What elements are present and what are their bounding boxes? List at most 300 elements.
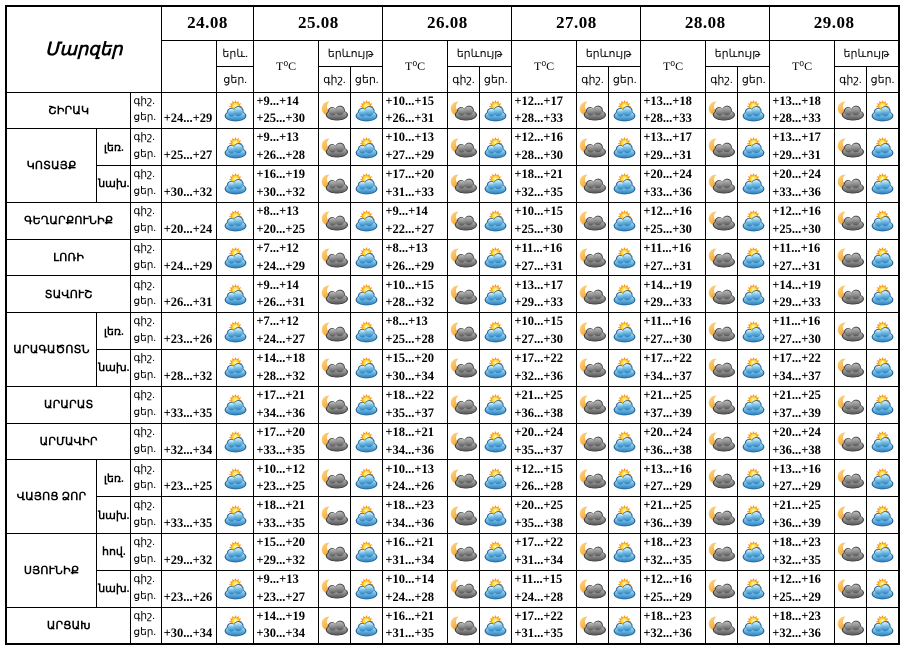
phenomenon-abbr-header: երև. [217, 40, 254, 66]
sun-cloud-icon [609, 430, 640, 453]
night-phenomenon-cell [318, 607, 350, 644]
moon-cloud-icon [706, 356, 737, 379]
day-phenomenon-cell [867, 129, 899, 166]
phenomenon-header: երևույթ [576, 40, 641, 66]
sun-cloud-icon [220, 577, 251, 600]
moon-cloud-icon [448, 209, 479, 232]
moon-cloud-icon [319, 430, 350, 453]
night-phenomenon-cell [318, 423, 350, 460]
sun-cloud-icon [351, 540, 382, 563]
day-phenomenon-cell [351, 607, 383, 644]
temp-range: +18...+23 +32...+35 [770, 534, 834, 571]
day-phenomenon-cell [609, 423, 641, 460]
day-phenomenon-cell [351, 460, 383, 497]
moon-cloud-icon [319, 246, 350, 269]
temp-header: T⁰C [641, 40, 705, 92]
night-phenomenon-cell [834, 497, 866, 534]
day-phenomenon-cell [217, 276, 254, 313]
forecast-row [6, 239, 899, 276]
night-phenomenon-cell [705, 276, 737, 313]
sun-cloud-icon [220, 209, 251, 232]
region-name: ԱՐԱԳԱԾՈՏՆ [6, 313, 97, 387]
sun-cloud-icon [351, 99, 382, 122]
night-phenomenon-cell [447, 386, 479, 423]
temp-range: +14...+19 +29...+33 [641, 276, 705, 313]
night-phenomenon-cell [834, 276, 866, 313]
night-day-labels: գիշ. ցեր. [131, 276, 161, 313]
temp-range: +11...+16 +27...+31 [641, 239, 705, 276]
day-phenomenon-cell [217, 534, 254, 571]
night-phenomenon-cell [834, 202, 866, 239]
sun-cloud-icon [351, 172, 382, 195]
night-day-labels: գիշ. ցեր. [131, 350, 161, 387]
sun-cloud-icon [738, 283, 769, 306]
night-phenomenon-cell [705, 607, 737, 644]
day-phenomenon-cell [351, 313, 383, 350]
sun-cloud-icon [480, 320, 511, 343]
moon-cloud-icon [577, 504, 608, 527]
temp-range: +17...+21 +34...+36 [254, 386, 318, 423]
moon-cloud-icon [706, 577, 737, 600]
sun-cloud-icon [480, 136, 511, 159]
moon-cloud-icon [835, 467, 866, 490]
region-zone-label: լեռ. [97, 313, 131, 350]
temp-range: +12...+16 +25...+29 [641, 570, 705, 607]
moon-cloud-icon [706, 504, 737, 527]
moon-cloud-icon [835, 99, 866, 122]
moon-cloud-icon [319, 504, 350, 527]
sun-cloud-icon [867, 393, 898, 416]
night-phenomenon-cell [576, 423, 608, 460]
night-phenomenon-cell [576, 607, 608, 644]
night-phenomenon-cell [318, 239, 350, 276]
temp-day1: +26...+31 [161, 276, 216, 313]
temp-range: +21...+25 +36...+39 [770, 497, 834, 534]
night-day-labels: գիշ. ցեր. [131, 534, 161, 571]
phenomenon-header: երևույթ [447, 40, 512, 66]
day-phenomenon-cell [480, 534, 512, 571]
day-phenomenon-cell [351, 129, 383, 166]
sun-cloud-icon [480, 356, 511, 379]
temp-range: +17...+22 +31...+35 [512, 607, 576, 644]
day-phenomenon-cell [609, 386, 641, 423]
night-day-labels: գիշ. ցեր. [131, 202, 161, 239]
day-phenomenon-cell [217, 570, 254, 607]
day-phenomenon-cell [217, 423, 254, 460]
day-phenomenon-cell [867, 166, 899, 203]
temp-day1: +33...+35 [161, 386, 216, 423]
day-phenomenon-cell [867, 313, 899, 350]
region-zone-label: նախ. [97, 166, 131, 203]
temp-range: +11...+16 +27...+30 [770, 313, 834, 350]
night-phenomenon-cell [447, 497, 479, 534]
night-day-labels: գիշ. ցեր. [131, 607, 161, 644]
day-phenomenon-cell [867, 607, 899, 644]
temp-day1: +29...+32 [161, 534, 216, 571]
sun-cloud-icon [738, 99, 769, 122]
temp-range: +21...+25 +37...+39 [770, 386, 834, 423]
moon-cloud-icon [835, 320, 866, 343]
day-phenomenon-cell [480, 570, 512, 607]
day-phenomenon-cell [867, 92, 899, 129]
temp-range: +14...+19 +29...+33 [770, 276, 834, 313]
region-name: ՏԱՎՈՒՇ [6, 276, 131, 313]
sun-cloud-icon [738, 614, 769, 637]
moon-cloud-icon [577, 136, 608, 159]
day-phenomenon-cell [867, 350, 899, 387]
region-name: ԱՐՄԱՎԻՐ [6, 423, 131, 460]
night-phenomenon-cell [447, 276, 479, 313]
night-subheader: գիշ. [576, 66, 608, 92]
sun-cloud-icon [480, 99, 511, 122]
temp-range: +21...+25 +37...+39 [641, 386, 705, 423]
temp-range: +13...+17 +29...+31 [770, 129, 834, 166]
temp-day1: +23...+26 [161, 313, 216, 350]
night-phenomenon-cell [318, 534, 350, 571]
temp-range: +18...+21 +34...+36 [383, 423, 447, 460]
sun-cloud-icon [220, 283, 251, 306]
day-phenomenon-cell [480, 423, 512, 460]
moon-cloud-icon [319, 577, 350, 600]
day-phenomenon-cell [480, 166, 512, 203]
forecast-row [6, 386, 899, 423]
temp-range: +15...+20 +30...+34 [383, 350, 447, 387]
moon-cloud-icon [706, 246, 737, 269]
day-subheader: ցեր. [609, 66, 641, 92]
temp-range: +13...+16 +27...+29 [641, 460, 705, 497]
temp-day1: +33...+35 [161, 497, 216, 534]
day-phenomenon-cell [217, 313, 254, 350]
moon-cloud-icon [577, 540, 608, 563]
temp-range: +16...+19 +30...+32 [254, 166, 318, 203]
sun-cloud-icon [609, 246, 640, 269]
moon-cloud-icon [835, 577, 866, 600]
moon-cloud-icon [448, 283, 479, 306]
sun-cloud-icon [738, 393, 769, 416]
night-phenomenon-cell [576, 202, 608, 239]
sun-cloud-icon [609, 283, 640, 306]
temp-range: +8...+13 +26...+29 [383, 239, 447, 276]
night-phenomenon-cell [576, 534, 608, 571]
forecast-rows [6, 92, 899, 644]
night-phenomenon-cell [447, 239, 479, 276]
moon-cloud-icon [706, 393, 737, 416]
temp-day1: +25...+27 [161, 129, 216, 166]
forecast-row [6, 570, 899, 607]
sun-cloud-icon [738, 320, 769, 343]
night-phenomenon-cell [705, 350, 737, 387]
moon-cloud-icon [448, 577, 479, 600]
forecast-row [6, 534, 899, 571]
temp-range: +17...+22 +32...+36 [512, 350, 576, 387]
sun-cloud-icon [738, 430, 769, 453]
night-phenomenon-cell [576, 460, 608, 497]
night-phenomenon-cell [318, 276, 350, 313]
region-name: ԼՈՌԻ [6, 239, 131, 276]
day-phenomenon-cell [351, 497, 383, 534]
night-phenomenon-cell [576, 239, 608, 276]
night-phenomenon-cell [834, 239, 866, 276]
moon-cloud-icon [706, 283, 737, 306]
temp-day1: +20...+24 [161, 202, 216, 239]
forecast-row [6, 129, 899, 166]
moon-cloud-icon [835, 283, 866, 306]
temp-range: +18...+23 +32...+36 [641, 607, 705, 644]
sun-cloud-icon [867, 504, 898, 527]
night-phenomenon-cell [447, 92, 479, 129]
day-phenomenon-cell [217, 350, 254, 387]
day-phenomenon-cell [867, 386, 899, 423]
sun-cloud-icon [738, 136, 769, 159]
sun-cloud-icon [220, 504, 251, 527]
night-subheader: գիշ. [834, 66, 866, 92]
day-phenomenon-cell [217, 166, 254, 203]
temp-range: +9...+13 +26...+28 [254, 129, 318, 166]
day-phenomenon-cell [217, 386, 254, 423]
sun-cloud-icon [609, 99, 640, 122]
temp-range: +13...+16 +27...+29 [770, 460, 834, 497]
regions-header: Մարզեր [6, 6, 161, 92]
sun-cloud-icon [480, 504, 511, 527]
day-phenomenon-cell [867, 239, 899, 276]
sun-cloud-icon [867, 467, 898, 490]
temp-range: +8...+13 +25...+28 [383, 313, 447, 350]
temp-range: +13...+18 +28...+33 [641, 92, 705, 129]
sun-cloud-icon [609, 614, 640, 637]
sun-cloud-icon [480, 540, 511, 563]
sun-cloud-icon [480, 577, 511, 600]
night-phenomenon-cell [576, 276, 608, 313]
moon-cloud-icon [319, 356, 350, 379]
moon-cloud-icon [448, 99, 479, 122]
region-zone-label: լեռ. [97, 460, 131, 497]
day-phenomenon-cell [217, 460, 254, 497]
temp-header: T⁰C [770, 40, 834, 92]
sun-cloud-icon [738, 504, 769, 527]
night-phenomenon-cell [576, 166, 608, 203]
sun-cloud-icon [351, 467, 382, 490]
moon-cloud-icon [319, 209, 350, 232]
day-phenomenon-cell [480, 386, 512, 423]
temp-range: +20...+24 +33...+36 [641, 166, 705, 203]
sun-cloud-icon [867, 540, 898, 563]
region-zone-label: լեռ. [97, 129, 131, 166]
temp-range: +20...+24 +36...+38 [641, 423, 705, 460]
date-header-1: 24.08 [161, 6, 254, 40]
region-name: ՇԻՐԱԿ [6, 92, 131, 129]
moon-cloud-icon [448, 467, 479, 490]
moon-cloud-icon [319, 540, 350, 563]
day-phenomenon-cell [217, 92, 254, 129]
night-phenomenon-cell [705, 239, 737, 276]
temp-range: +15...+20 +29...+32 [254, 534, 318, 571]
temp-day1: +32...+34 [161, 423, 216, 460]
temp-day1: +24...+29 [161, 92, 216, 129]
day-phenomenon-cell [867, 276, 899, 313]
temp-header-blank [161, 40, 216, 92]
day-phenomenon-cell [738, 202, 770, 239]
forecast-row [6, 276, 899, 313]
night-phenomenon-cell [834, 460, 866, 497]
region-zone-label: հով. [97, 534, 131, 571]
day-subheader: ցեր. [867, 66, 899, 92]
region-zone-label: նախ. [97, 497, 131, 534]
forecast-row [6, 607, 899, 644]
day-phenomenon-cell [351, 350, 383, 387]
sun-cloud-icon [480, 430, 511, 453]
sun-cloud-icon [609, 136, 640, 159]
sun-cloud-icon [609, 172, 640, 195]
night-subheader: գիշ. [318, 66, 350, 92]
night-day-labels: գիշ. ցեր. [131, 497, 161, 534]
night-day-labels: գիշ. ցեր. [131, 460, 161, 497]
day-phenomenon-cell [217, 202, 254, 239]
day-phenomenon-cell [738, 607, 770, 644]
region-name: ԳԵՂԱՐՔՈՒՆԻՔ [6, 202, 131, 239]
night-phenomenon-cell [705, 313, 737, 350]
moon-cloud-icon [577, 320, 608, 343]
night-phenomenon-cell [318, 129, 350, 166]
moon-cloud-icon [448, 136, 479, 159]
day-phenomenon-cell [609, 607, 641, 644]
day-phenomenon-cell [609, 239, 641, 276]
night-phenomenon-cell [447, 534, 479, 571]
temp-range: +11...+16 +27...+30 [641, 313, 705, 350]
sun-cloud-icon [867, 577, 898, 600]
day-phenomenon-cell [609, 129, 641, 166]
forecast-row [6, 313, 899, 350]
moon-cloud-icon [319, 99, 350, 122]
moon-cloud-icon [706, 614, 737, 637]
sun-cloud-icon [738, 172, 769, 195]
moon-cloud-icon [577, 356, 608, 379]
sun-cloud-icon [609, 320, 640, 343]
moon-cloud-icon [448, 356, 479, 379]
night-phenomenon-cell [576, 570, 608, 607]
night-phenomenon-cell [447, 166, 479, 203]
temp-range: +7...+12 +24...+27 [254, 313, 318, 350]
day-phenomenon-cell [609, 497, 641, 534]
sun-cloud-icon [480, 393, 511, 416]
moon-cloud-icon [835, 356, 866, 379]
temp-range: +12...+17 +28...+33 [512, 92, 576, 129]
night-phenomenon-cell [705, 129, 737, 166]
temp-range: +11...+16 +27...+31 [512, 239, 576, 276]
day-phenomenon-cell [217, 607, 254, 644]
temp-range: +20...+24 +36...+38 [770, 423, 834, 460]
temp-range: +16...+21 +31...+34 [383, 534, 447, 571]
sun-cloud-icon [220, 540, 251, 563]
temp-range: +14...+19 +30...+34 [254, 607, 318, 644]
moon-cloud-icon [706, 430, 737, 453]
moon-cloud-icon [319, 467, 350, 490]
date-header-5: 28.08 [641, 6, 770, 40]
night-phenomenon-cell [318, 497, 350, 534]
day-phenomenon-cell [867, 570, 899, 607]
night-phenomenon-cell [834, 570, 866, 607]
sun-cloud-icon [738, 577, 769, 600]
moon-cloud-icon [835, 504, 866, 527]
sun-cloud-icon [609, 356, 640, 379]
date-header-6: 29.08 [770, 6, 899, 40]
night-phenomenon-cell [705, 497, 737, 534]
sun-cloud-icon [480, 614, 511, 637]
day-phenomenon-cell [609, 202, 641, 239]
temp-range: +10...+15 +25...+30 [512, 202, 576, 239]
day-phenomenon-cell [217, 497, 254, 534]
temp-range: +9...+14 +25...+30 [254, 92, 318, 129]
moon-cloud-icon [706, 320, 737, 343]
temp-range: +20...+24 +35...+37 [512, 423, 576, 460]
night-phenomenon-cell [705, 386, 737, 423]
temp-range: +14...+18 +28...+32 [254, 350, 318, 387]
temp-range: +12...+16 +25...+30 [770, 202, 834, 239]
sun-cloud-icon [738, 246, 769, 269]
region-zone-label: նախ. [97, 570, 131, 607]
night-phenomenon-cell [447, 570, 479, 607]
temp-range: +18...+21 +32...+35 [512, 166, 576, 203]
sun-cloud-icon [480, 467, 511, 490]
day-phenomenon-cell [351, 386, 383, 423]
day-phenomenon-cell [480, 313, 512, 350]
day-phenomenon-cell [738, 386, 770, 423]
night-phenomenon-cell [576, 92, 608, 129]
night-phenomenon-cell [576, 497, 608, 534]
forecast-row [6, 202, 899, 239]
moon-cloud-icon [706, 467, 737, 490]
date-header-3: 26.08 [383, 6, 512, 40]
day-phenomenon-cell [609, 350, 641, 387]
moon-cloud-icon [448, 246, 479, 269]
temp-range: +12...+16 +25...+30 [641, 202, 705, 239]
sun-cloud-icon [351, 246, 382, 269]
temp-range: +20...+24 +33...+36 [770, 166, 834, 203]
day-phenomenon-cell [480, 497, 512, 534]
sun-cloud-icon [220, 172, 251, 195]
night-day-labels: գիշ. ցեր. [131, 166, 161, 203]
temp-range: +16...+21 +31...+35 [383, 607, 447, 644]
temp-range: +9...+14 +22...+27 [383, 202, 447, 239]
moon-cloud-icon [835, 393, 866, 416]
region-name: ԿՈՏԱՅՔ [6, 129, 97, 203]
night-phenomenon-cell [834, 534, 866, 571]
night-phenomenon-cell [318, 386, 350, 423]
moon-cloud-icon [448, 320, 479, 343]
temp-day1: +30...+34 [161, 607, 216, 644]
night-phenomenon-cell [576, 313, 608, 350]
moon-cloud-icon [577, 467, 608, 490]
temp-range: +12...+16 +28...+30 [512, 129, 576, 166]
moon-cloud-icon [577, 614, 608, 637]
moon-cloud-icon [577, 393, 608, 416]
temp-range: +7...+12 +24...+29 [254, 239, 318, 276]
weather-forecast-table [5, 5, 900, 645]
temp-header: T⁰C [383, 40, 447, 92]
temp-range: +17...+22 +34...+37 [770, 350, 834, 387]
sun-cloud-icon [738, 209, 769, 232]
temp-range: +11...+15 +24...+28 [512, 570, 576, 607]
date-header-4: 27.08 [512, 6, 641, 40]
sun-cloud-icon [738, 356, 769, 379]
moon-cloud-icon [706, 209, 737, 232]
temp-day1: +23...+25 [161, 460, 216, 497]
sun-cloud-icon [351, 209, 382, 232]
moon-cloud-icon [448, 504, 479, 527]
region-name: ԱՐԱՐԱՏ [6, 386, 131, 423]
night-phenomenon-cell [705, 534, 737, 571]
day-phenomenon-cell [217, 239, 254, 276]
day-phenomenon-cell [609, 570, 641, 607]
